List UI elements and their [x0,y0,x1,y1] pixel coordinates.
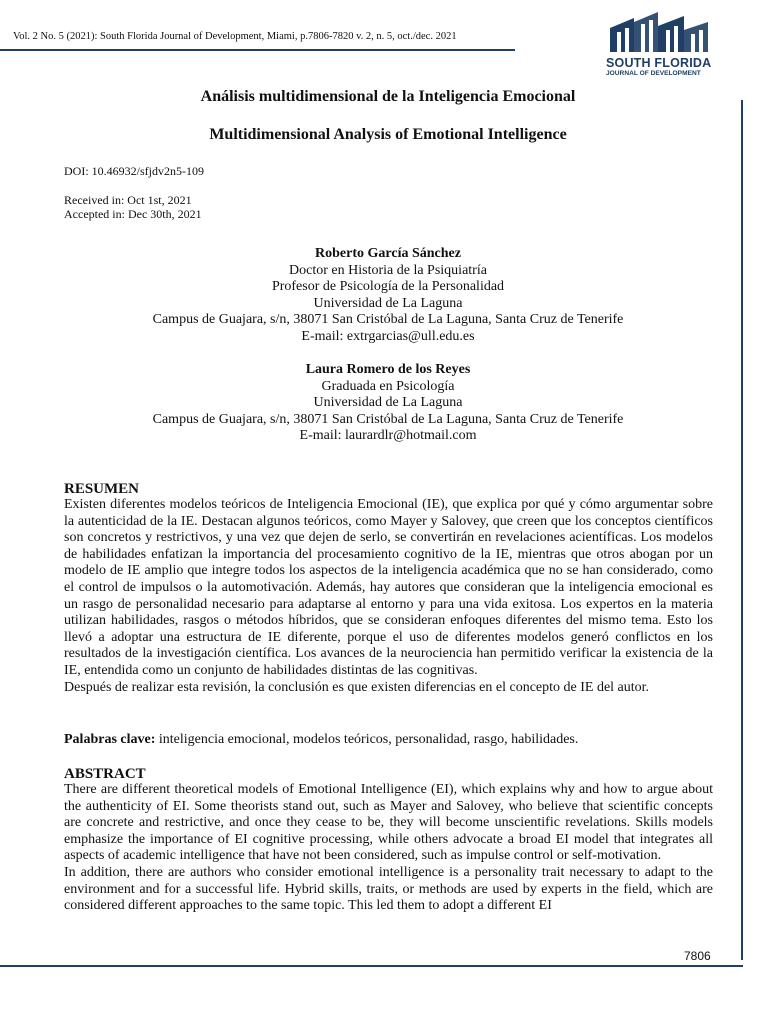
author-university: Universidad de La Laguna [313,395,463,410]
logo-title: SOUTH FLORIDA [606,56,712,70]
author-name: Laura Romero de los Reyes [305,362,471,377]
title-spanish: Análisis multidimensional de la Inteligencia Emocional [200,88,576,105]
buildings-logo-icon [604,8,716,58]
author-email: E-mail: laurardlr@hotmail.com [299,428,477,443]
abstract-heading: ABSTRACT [64,766,146,782]
author-degree: Graduada en Psicología [321,378,455,394]
abstract-paragraph-1: There are different theoretical models of Emotional Intelligence (EI), which explains why and how to argue about the authenticity of EI. Some theorists stand out, such as Mayer and Salovey, who believe that scientific concepts are concrete and restrictive, and once they cease to be, they will become unscientific revelations. Skills models emphasize the importance of EI cognitive processing, while others advocate a broad EI model that integrates all aspects of academic intelligence that have not been considered, such as impulse control or self-motivation. [64,782,713,864]
page-number: 7806 [684,949,711,963]
right-margin-rule [741,100,743,960]
author-email: E-mail: extrgarcias@ull.edu.es [301,328,475,344]
resumen-heading: RESUMEN [64,481,140,497]
author-address: Campus de Guajara, s/n, 38071 San Cristóbal de La Laguna, Santa Cruz de Tenerife [152,312,624,327]
journal-logo [604,8,716,80]
author-block-2 [64,362,712,445]
author-degree: Doctor en Historia de la Psiquiatría [289,262,487,278]
abstract-paragraph-2: In addition, there are authors who consider emotional intelligence is a personality trait necessary to adapt to the environment and for a successful life. Hybrid skills, traits, or methods are used by experts in the field, which are considered different approaches to the same topic. This led them to adopt a different EI [64,864,713,914]
accepted-date: Accepted in: Dec 30th, 2021 [64,207,202,221]
author-position: Profesor de Psicología de la Personalidad [271,279,505,294]
resumen-paragraph-1: Existen diferentes modelos teóricos de Inteligencia Emocional (IE), que explica por qué y cómo argumentar sobre la autenticidad de la IE. Destacan algunos teóricos, como Mayer y Salovey, que creen que los conceptos científicos son concretos y restrictivos, y una vez que dejen de serlo, se convertirán en revelaciones acientíficas. Los modelos de habilidades enfatizan la importancia del procesamiento cognitivo de la IE, mientras que otros abogan por un modelo de IE amplio que integre todos los aspectos de la inteligencia académica que no se han considerado, como el control de impulsos o la automotivación. Además, hay autores que consideran que la inteligencia emocional es un rasgo de personalidad necesario para adaptarse al entorno y para una vida exitosa. Los expertos en la materia utilizan habilidades, rasgos o métodos híbridos, que se consideran enfoques diferentes del mismo tema. Esto los llevó a adoptar una estructura de IE diferente, porque el uso de diferentes modelos generó conflictos en los resultados de la investigación científica. Los avances de la neurociencia han permitido verificar la existencia de la IE, entendida como un conjunto de habilidades distintas de las cognitivas. [64,497,713,678]
author-name: Roberto García Sánchez [315,246,461,261]
author-address: Campus de Guajara, s/n, 38071 San Cristóbal de La Laguna, Santa Cruz de Tenerife [152,411,624,427]
resumen-paragraph-2: Después de realizar esta revisión, la conclusión es que existen diferencias en el concepto de IE del autor. [64,679,650,695]
keywords [64,732,713,748]
doi: DOI: 10.46932/sfjdv2n5-109 [64,164,204,178]
abstract-body [64,782,713,915]
keywords-label: Palabras clave: [64,732,156,747]
title-english: Multidimensional Analysis of Emotional Intelligence [209,126,567,143]
journal-citation: Vol. 2 No. 5 (2021): South Florida Journal of Development, Miami, p.7806-7820 v. 2, n. 5, oct./dec. 2021 [13,31,457,42]
keywords-text: inteligencia emocional, modelos teóricos, personalidad, rasgo, habilidades. [155,732,579,747]
footer-divider [0,965,743,967]
received-date: Received in: Oct 1st, 2021 [64,193,192,207]
author-block-1 [64,246,712,345]
header-divider [0,49,515,51]
logo-subtitle: JOURNAL OF DEVELOPMENT [606,70,701,77]
resumen-body [64,497,713,696]
author-university: Universidad de La Laguna [313,295,463,311]
